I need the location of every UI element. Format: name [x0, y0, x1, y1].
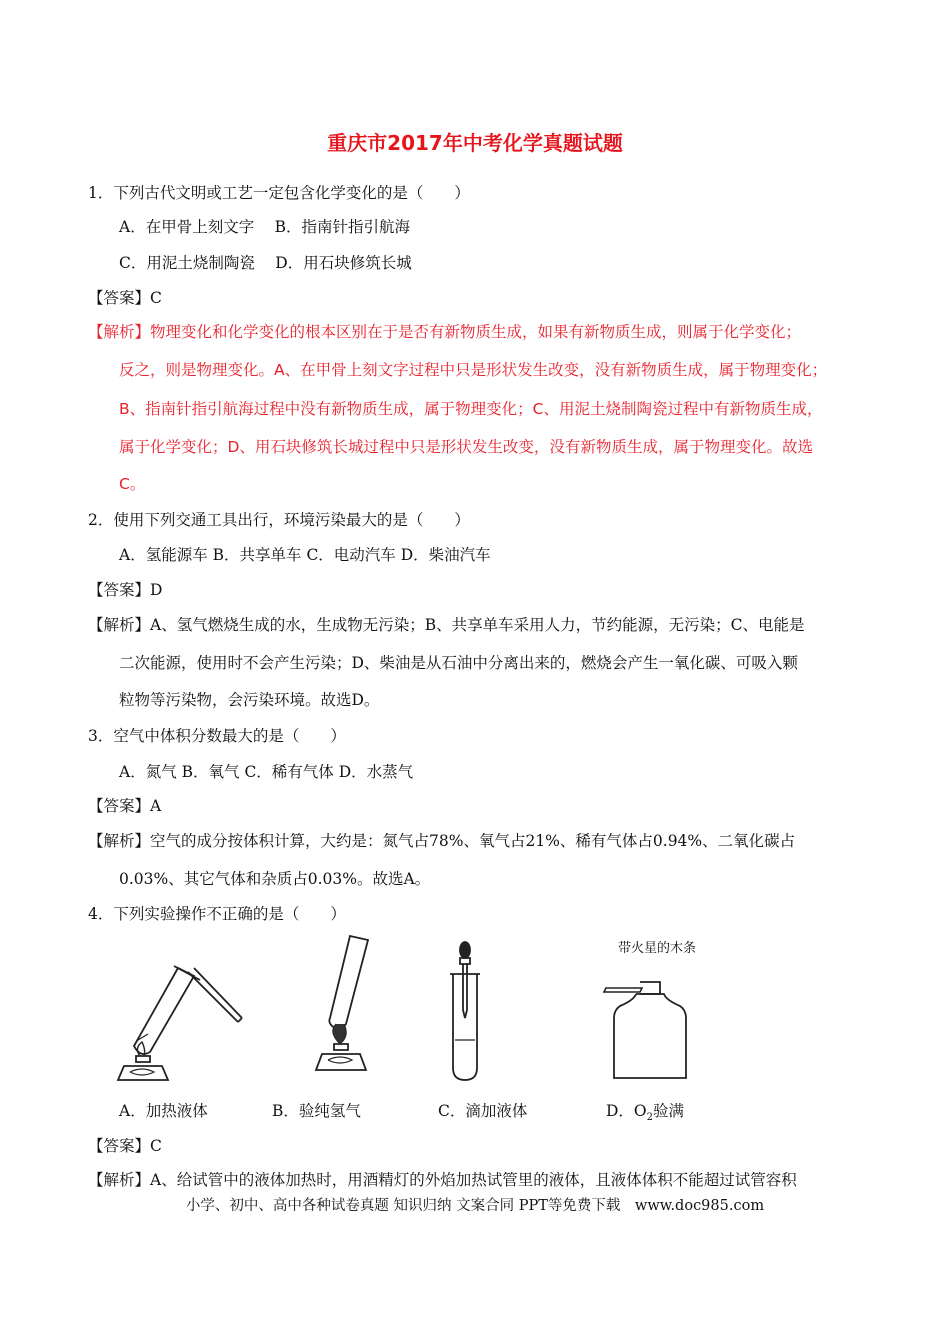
question-1-analysis-line: 反之，则是物理变化。A、在甲骨上刻文字过程中只是形状发生改变，没有新物质生成，属于物理变化；	[119, 361, 828, 379]
question-4-stem: 4．下列实验操作不正确的是（ ）	[88, 905, 346, 923]
question-3-stem: 3．空气中体积分数最大的是（ ）	[88, 727, 346, 745]
option-d-label	[606, 1099, 684, 1123]
question-1-options-line-1: A．在甲骨上刻文字 B．指南针指引航海	[119, 218, 411, 236]
question-2-analysis-line: 【解析】A、氢气燃烧生成的水，生成物无污染；B、共享单车采用人力，节约能源，无污染；C、电能是	[88, 616, 805, 634]
option-d-subscript: 2	[646, 1112, 654, 1124]
question-4-analysis-line: 【解析】A、给试管中的液体加热时，用酒精灯的外焰加热试管里的液体，且液体体积不能超过试管容积	[88, 1171, 797, 1189]
question-3-analysis-line: 【解析】空气的成分按体积计算，大约是：氮气占78%、氧气占21%、稀有气体占0.94%、二氧化碳占	[88, 832, 796, 850]
page-footer: 小学、初中、高中各种试卷真题 知识归纳 文案合同 PPT等免费下载 www.doc985.com	[185, 1198, 765, 1214]
question-1-stem: 1．下列古代文明或工艺一定包含化学变化的是（ ）	[88, 184, 470, 202]
question-2-options: A．氢能源车 B．共享单车 C．电动汽车 D．柴油汽车	[119, 546, 491, 564]
oxygen-full-test-illustration	[600, 938, 700, 1086]
option-b-label: B．验纯氢气	[272, 1102, 361, 1120]
option-c-label: C．滴加液体	[438, 1102, 528, 1120]
question-2-answer: 【答案】D	[88, 581, 163, 599]
question-3-options: A．氮气 B．氧气 C．稀有气体 D．水蒸气	[119, 763, 414, 781]
question-1-analysis-line: B、指南针指引航海过程中没有新物质生成，属于物理变化；C、用泥土烧制陶瓷过程中有新物质生成，	[119, 400, 823, 418]
question-3-answer: 【答案】A	[88, 797, 162, 815]
question-2-analysis-line: 粒物等污染物，会污染环境。故选D。	[119, 691, 380, 709]
hydrogen-purity-test-illustration	[310, 932, 390, 1082]
dropping-liquid-illustration	[445, 940, 485, 1085]
figure-caption-glowing-splint: 带火星的木条	[618, 941, 697, 956]
question-1-analysis-line: 【解析】物理变化和化学变化的根本区别在于是否有新物质生成，如果有新物质生成，则属于化学变化；	[88, 323, 802, 341]
option-d-prefix: D．O	[606, 1102, 647, 1120]
option-d-suffix: 验满	[653, 1102, 685, 1120]
question-3-analysis-line: 0.03%、其它气体和杂质占0.03%。故选A。	[119, 870, 431, 888]
question-1-options-line-2: C．用泥土烧制陶瓷 D．用石块修筑长城	[119, 254, 412, 272]
page-title: 重庆市2017年中考化学真题试题	[327, 131, 623, 155]
option-a-label: A．加热液体	[119, 1102, 208, 1120]
question-1-answer: 【答案】C	[88, 289, 162, 307]
question-1-analysis-line: C。	[119, 475, 146, 493]
question-4-answer: 【答案】C	[88, 1137, 162, 1155]
question-2-stem: 2．使用下列交通工具出行，环境污染最大的是（ ）	[88, 511, 470, 529]
question-1-analysis-line: 属于化学变化；D、用石块修筑长城过程中只是形状发生改变，没有新物质生成，属于物理变化。故选	[119, 438, 813, 456]
question-2-analysis-line: 二次能源，使用时不会产生污染；D、柴油是从石油中分离出来的，燃烧会产生一氧化碳、可吸入颗	[119, 654, 798, 672]
heating-liquid-illustration	[110, 948, 250, 1083]
